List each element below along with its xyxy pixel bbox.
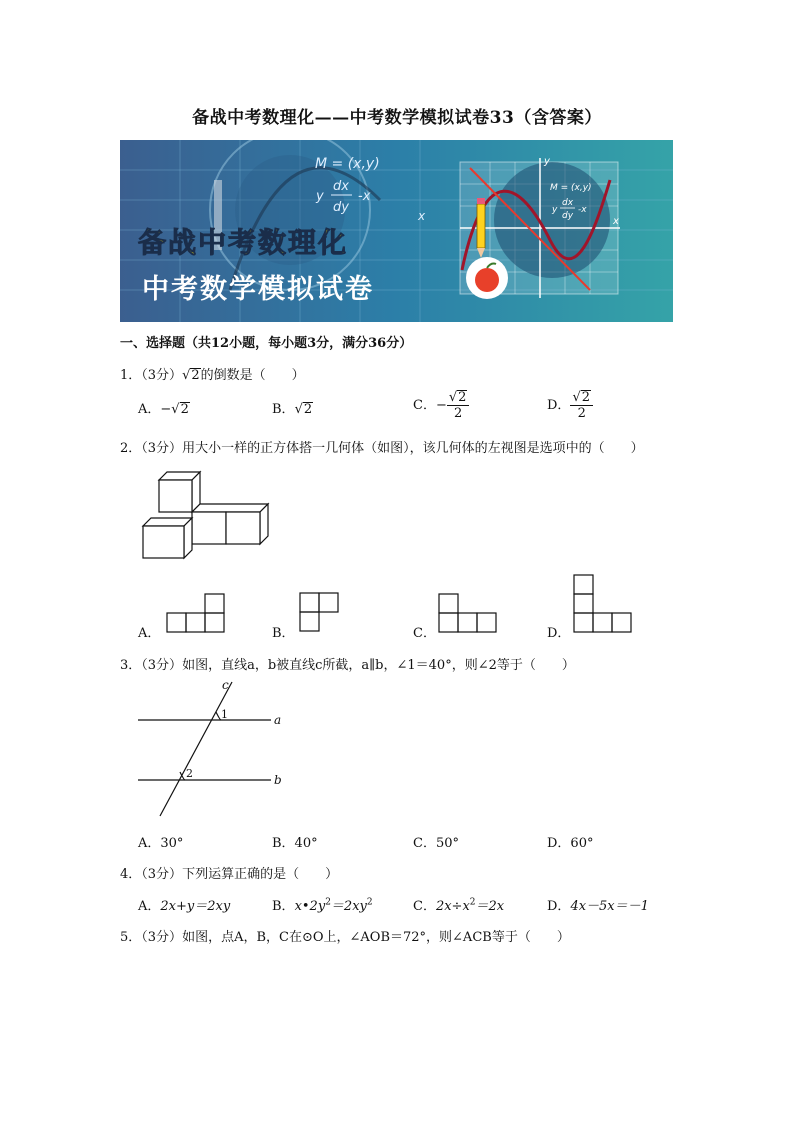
parallel-lines-figure [136, 676, 296, 821]
exponent: 2 [469, 897, 476, 908]
section-heading: 一、选择题（共12小题，每小题3分，满分36分） [120, 336, 413, 351]
graph-illustration [460, 156, 620, 299]
angle-label-1: 1 [221, 708, 228, 721]
q3-option-a: A．30° [138, 836, 184, 851]
q2-option-d-figure [573, 574, 635, 634]
question-score: （3分） [141, 441, 183, 456]
q4-option-c [413, 895, 504, 914]
fraction: $\frac{√2}{2}$ [447, 390, 470, 421]
question-number: 2． [120, 441, 142, 456]
q1-option-d [547, 390, 593, 421]
q2-option-b-figure [299, 592, 341, 632]
question-score: （3分） [141, 368, 183, 383]
question-number: 1． [120, 368, 142, 383]
banner-title-line1: 备战中考数理化 [138, 226, 349, 259]
q2-option-b-label: B． [272, 626, 295, 641]
q4-option-a [138, 895, 230, 914]
fraction-denominator: 2 [577, 406, 586, 421]
q3-option-c: C．50° [413, 836, 459, 851]
q4-option-b [272, 895, 373, 914]
question-number: 3． [120, 658, 142, 673]
formula-text: -x [358, 189, 371, 204]
fraction: $\frac{√2}{2}$ [570, 390, 593, 421]
question-text: 如图，点A，B，C在⊙O上，∠AOB＝72°，则∠ACB等于（ ） [182, 930, 570, 945]
question-5 [120, 926, 570, 945]
cube-figure [138, 468, 273, 563]
option-label: D． [547, 398, 571, 413]
option-expression: ＝2xy [330, 899, 367, 914]
option-sign: − [435, 398, 447, 413]
option-expression: ＝2x [475, 899, 505, 914]
formula-text: dy [333, 200, 349, 215]
question-3 [120, 654, 575, 673]
line-label-b: b [274, 773, 282, 787]
question-number: 4． [120, 867, 142, 882]
question-2 [120, 437, 644, 456]
option-expression: 4x－5x＝－1 [570, 899, 649, 914]
option-expression: 2x+y＝2xy [160, 899, 231, 914]
question-score: （3分） [141, 658, 183, 673]
question-text: 下列运算正确的是（ ） [182, 867, 339, 882]
exponent: 2 [325, 897, 331, 908]
formula-text: -x [578, 205, 587, 215]
formula-text: x [418, 209, 426, 223]
question-number: 5． [120, 930, 142, 945]
fraction-denominator: 2 [454, 406, 463, 421]
formula-text: y [552, 205, 558, 215]
fraction-numerator: 2 [458, 390, 467, 405]
option-label: D． [547, 899, 571, 914]
sqrt-symbol: √ [182, 368, 191, 383]
question-score: （3分） [141, 867, 183, 882]
option-label: C． [413, 899, 436, 914]
option-label: B． [272, 402, 295, 417]
formula-text: y [316, 189, 324, 204]
formula-text: M = (x,y) [550, 183, 592, 193]
option-label: A． [138, 402, 161, 417]
banner-image [120, 140, 673, 322]
question-1 [120, 364, 305, 383]
option-expression: x•2y [294, 899, 326, 914]
option-radicand: 2 [303, 402, 313, 417]
q1-option-b: B．√2 [272, 402, 313, 417]
question-score: （3分） [141, 930, 183, 945]
axis-label: x [613, 216, 619, 227]
formula-text: dx [562, 198, 574, 208]
option-expression: 2x÷x [435, 899, 470, 914]
option-label: B． [272, 899, 295, 914]
angle-label-2: 2 [186, 767, 193, 780]
question-text: 用大小一样的正方体搭一几何体（如图），该几何体的左视图是选项中的（ ） [182, 441, 644, 456]
option-label: A． [138, 899, 161, 914]
q1-option-a: A．−√2 [138, 402, 189, 417]
exponent: 2 [366, 897, 373, 908]
banner-title-line2: 中考数学模拟试卷 [142, 274, 374, 305]
radicand: 2 [191, 368, 200, 383]
fraction-numerator: 2 [581, 390, 591, 405]
option-radicand: 2 [180, 402, 189, 417]
q2-option-c-label: C． [413, 626, 436, 641]
formula-text: M = (x,y) [315, 156, 380, 172]
q1-option-c [413, 390, 469, 421]
q3-option-b: B．40° [272, 836, 318, 851]
formula-text: dx [333, 179, 349, 194]
q2-option-c-figure [438, 593, 498, 633]
option-sign: − [160, 402, 172, 417]
q2-option-d-label: D． [547, 626, 571, 641]
q2-option-a-label: A． [138, 626, 161, 641]
page-title: 备战中考数理化——中考数学模拟试卷33（含答案） [192, 108, 602, 128]
q4-option-d [547, 895, 649, 914]
axis-label: y [544, 156, 550, 167]
q2-option-a-figure [166, 593, 226, 633]
option-label: C． [413, 398, 436, 413]
line-label-c: c [222, 678, 229, 692]
q3-option-d: D．60° [547, 836, 594, 851]
question-text: 如图，直线a，b被直线c所截，a∥b，∠1＝40°，则∠2等于（ ） [182, 658, 575, 673]
formula-text: dy [562, 211, 574, 221]
question-text: 的倒数是（ ） [200, 368, 305, 383]
banner-graphic [120, 140, 673, 322]
line-label-a: a [274, 713, 282, 727]
question-4 [120, 863, 338, 882]
